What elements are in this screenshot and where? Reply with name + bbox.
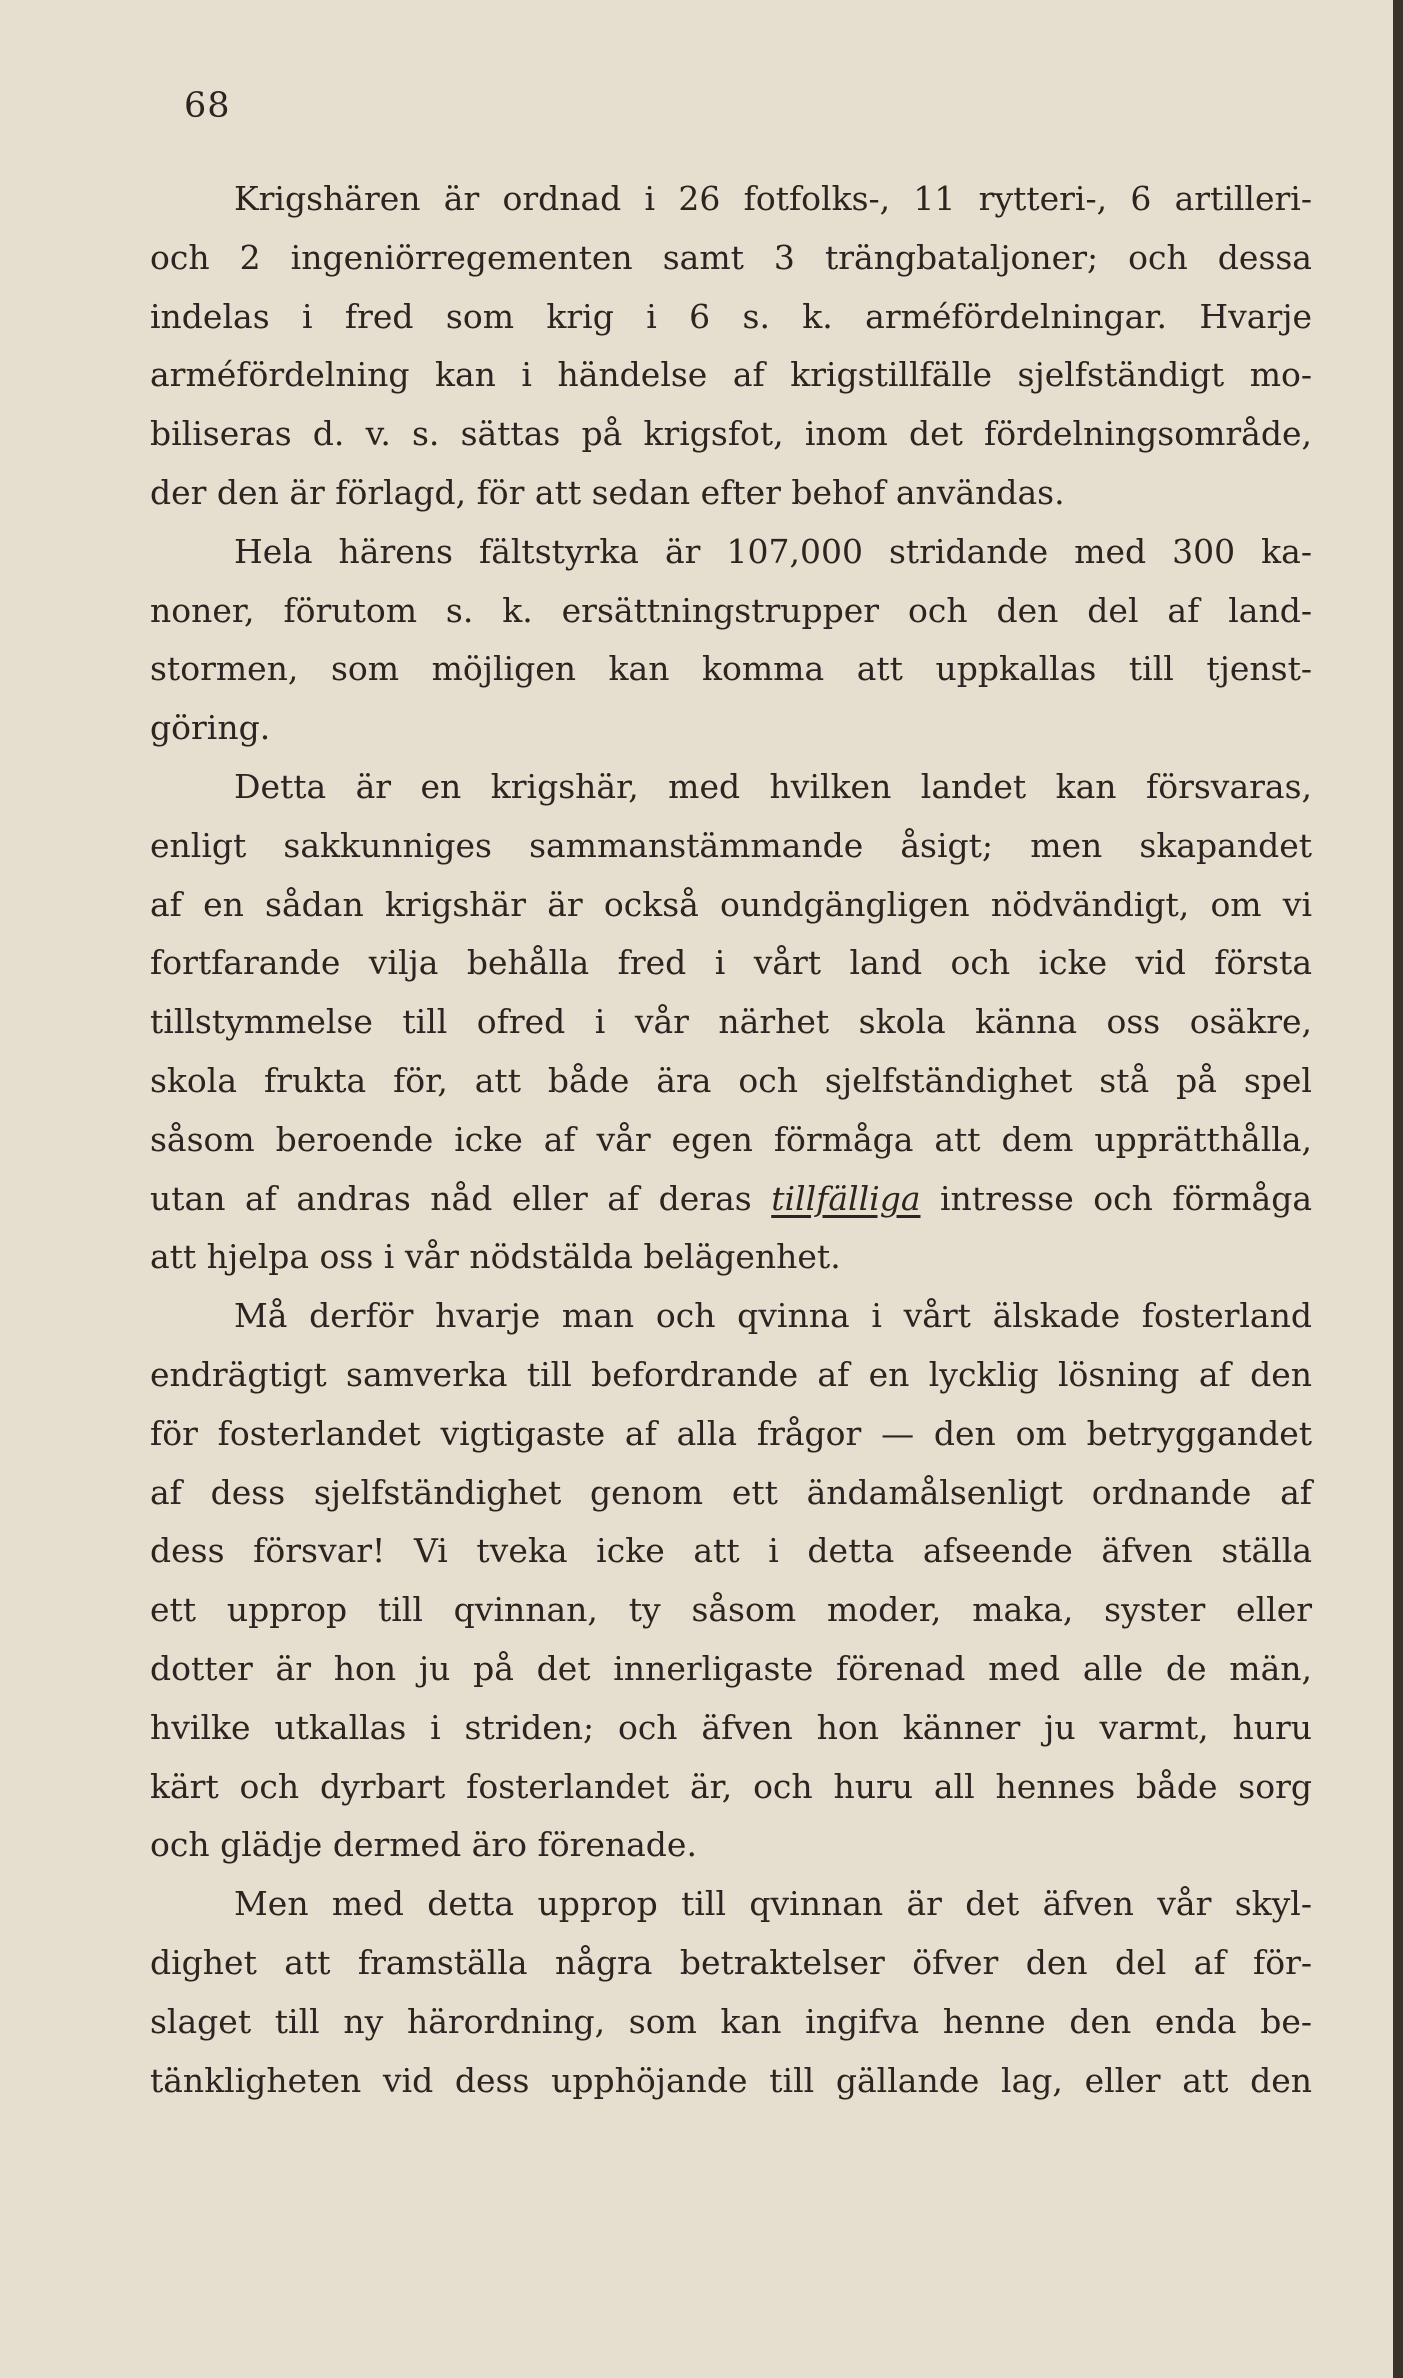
page-edge xyxy=(1393,0,1403,2378)
text-line: kärt och dyrbart fosterlandet är, och huru all hennes både sorg xyxy=(150,1766,1312,1806)
emphasized-word: tillfälliga xyxy=(771,1178,921,1218)
text-line: der den är förlagd, för att sedan efter behof användas. xyxy=(150,472,1065,512)
text-line: stormen, som möjligen kan komma att uppkallas till tjenst- xyxy=(150,649,1312,689)
text-line: och glädje dermed äro förenade. xyxy=(150,1825,697,1865)
text-line: fortfarande vilja behålla fred i vårt land och icke vid första xyxy=(150,943,1312,983)
text-line: tänkligheten vid dess upphöjande till gällande lag, eller att den xyxy=(150,2060,1312,2100)
text-line: af dess sjelfständighet genom ett ändamålsenligt ordnande af xyxy=(150,1472,1312,1512)
text-line: tillstymmelse till ofred i vår närhet skola känna oss osäkre, xyxy=(150,1002,1312,1042)
text-line: Krigshären är ordnad i 26 fotfolks-, 11 rytteri-, 6 artilleri- xyxy=(234,179,1312,218)
text-line: noner, förutom s. k. ersättningstrupper och den del af land- xyxy=(150,590,1312,630)
text-line: Hela härens fältstyrka är 107,000 stridande med 300 ka- xyxy=(234,531,1312,571)
text-line: skola frukta för, att både ära och sjelfständighet stå på spel xyxy=(150,1060,1312,1100)
text-line: för fosterlandet vigtigaste af alla frågor — den om betryggandet xyxy=(150,1413,1312,1453)
text-line: dotter är hon ju på det innerligaste förenad med alle de män, xyxy=(150,1648,1312,1688)
text-line: dighet att framställa några betraktelser öfver den del af för- xyxy=(150,1942,1312,1982)
text-line: dess försvar! Vi tveka icke att i detta afseende äfven ställa xyxy=(150,1531,1312,1571)
text-line: slaget till ny härordning, som kan ingifva henne den enda be- xyxy=(150,2001,1312,2041)
text-line: ett upprop till qvinnan, ty såsom moder, maka, syster eller xyxy=(150,1590,1312,1630)
text-line: biliseras d. v. s. sättas på krigsfot, inom det fördelningsområde, xyxy=(150,414,1312,454)
text-line: och 2 ingeniörregementen samt 3 trängbataljoner; och dessa xyxy=(150,237,1312,277)
text-line: göring. xyxy=(150,708,271,748)
text-line: af en sådan krigshär är också oundgängligen nödvändigt, om vi xyxy=(150,884,1312,924)
text-line: utan af andras nåd eller af deras tillfälliga intresse och förmåga xyxy=(150,1178,1312,1218)
text-line: såsom beroende icke af vår egen förmåga att dem upprätthålla, xyxy=(150,1119,1312,1159)
text-line: indelas i fred som krig i 6 s. k. arméfördelningar. Hvarje xyxy=(150,296,1312,336)
text-line: Må derför hvarje man och qvinna i vårt älskade fosterland xyxy=(234,1296,1312,1336)
text-line: Detta är en krigshär, med hvilken landet kan försvaras, xyxy=(234,766,1312,806)
page-number: 68 xyxy=(184,86,231,126)
text-line: hvilke utkallas i striden; och äfven hon känner ju varmt, huru xyxy=(150,1707,1312,1747)
text-line: enligt sakkunniges sammanstämmande åsigt; men skapandet xyxy=(150,825,1312,865)
text-line: Men med detta upprop till qvinnan är det äfven vår skyl- xyxy=(234,1884,1312,1924)
text-line: arméfördelning kan i händelse af krigstillfälle sjelfständigt mo- xyxy=(150,355,1312,395)
text-line: endrägtigt samverka till befordrande af en lycklig lösning af den xyxy=(150,1354,1312,1394)
body-text xyxy=(150,170,1312,2110)
text-line: att hjelpa oss i vår nödstälda belägenhet. xyxy=(150,1237,841,1277)
